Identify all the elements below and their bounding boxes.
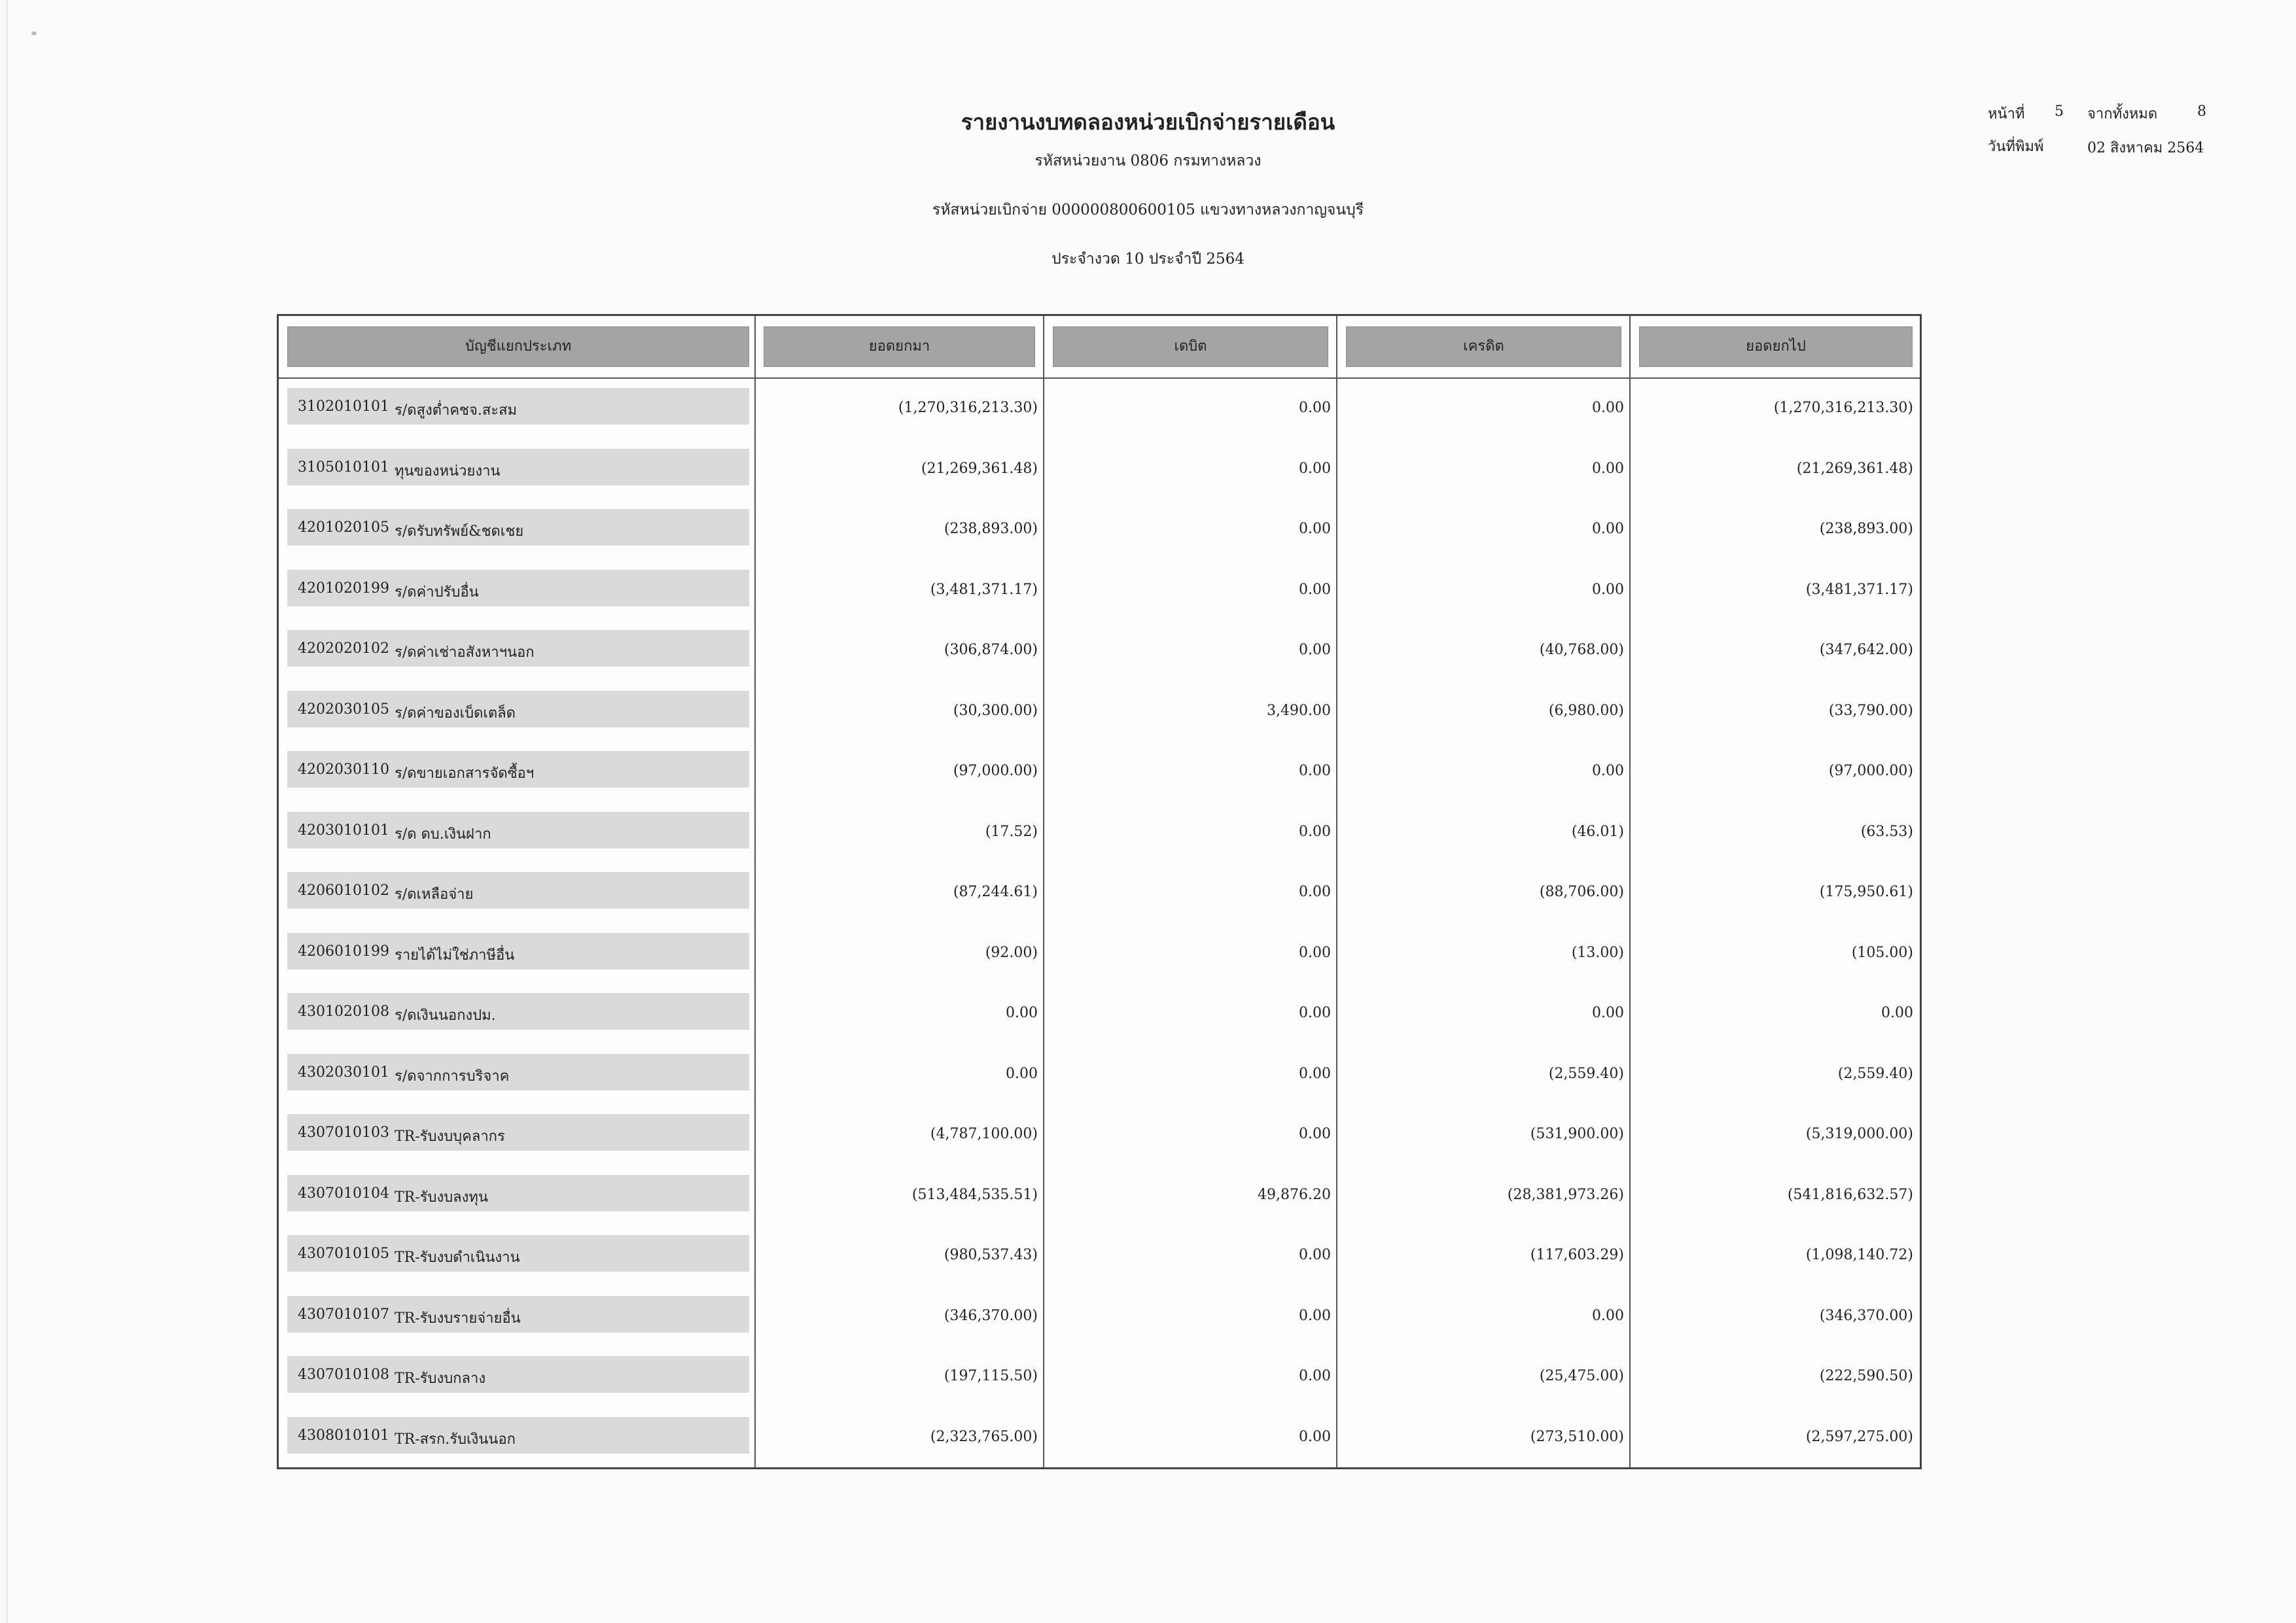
credit-cell: 0.00 bbox=[1592, 581, 1624, 598]
credit-cell: (25,475.00) bbox=[1539, 1368, 1624, 1384]
closing-balance-cell: (5,319,000.00) bbox=[1805, 1126, 1913, 1142]
account-name: ร/ดเงินนอกงปม. bbox=[395, 1007, 496, 1024]
closing-balance-cell: (346,370.00) bbox=[1819, 1307, 1913, 1324]
account-cell bbox=[287, 630, 749, 667]
closing-balance-cell: (1,098,140.72) bbox=[1805, 1247, 1913, 1263]
credit-cell: (117,603.29) bbox=[1530, 1247, 1624, 1263]
table-row bbox=[279, 388, 1924, 425]
page-number: 5 bbox=[2055, 103, 2064, 120]
opening-balance-cell: (306,874.00) bbox=[944, 642, 1038, 658]
credit-cell: 0.00 bbox=[1592, 400, 1624, 416]
debit-cell: 0.00 bbox=[1299, 1307, 1331, 1324]
account-code: 4307010107 bbox=[298, 1306, 389, 1323]
account-code: 4202030110 bbox=[298, 761, 389, 778]
table-row bbox=[279, 1296, 1924, 1333]
account-name: ร/ดรับทรัพย์&ชดเชย bbox=[395, 523, 524, 540]
account-name: TR-รับงบดำเนินงาน bbox=[395, 1249, 520, 1266]
opening-balance-cell: (1,270,316,213.30) bbox=[898, 400, 1038, 416]
account-name: ร/ดค่าของเบ็ดเตล็ด bbox=[395, 705, 516, 722]
account-code: 3105010101 bbox=[298, 459, 389, 476]
table-row bbox=[279, 1054, 1924, 1091]
table-row bbox=[279, 812, 1924, 848]
header-credit: เครดิต bbox=[1346, 326, 1621, 367]
account-code: 4202030105 bbox=[298, 701, 389, 718]
account-name: TR-สรก.รับเงินนอก bbox=[395, 1431, 516, 1448]
account-code: 4206010102 bbox=[298, 882, 389, 899]
account-cell bbox=[287, 872, 749, 909]
account-name: ร/ดค่าเช่าอสังหาฯนอก bbox=[395, 644, 535, 661]
account-cell bbox=[287, 1175, 749, 1212]
closing-balance-cell: (1,270,316,213.30) bbox=[1773, 400, 1913, 416]
account-cell bbox=[287, 388, 749, 425]
scan-speck bbox=[31, 31, 37, 35]
debit-cell: 0.00 bbox=[1299, 944, 1331, 961]
debit-cell: 0.00 bbox=[1299, 1247, 1331, 1263]
credit-cell: (28,381,973.26) bbox=[1507, 1186, 1624, 1203]
closing-balance-cell: 0.00 bbox=[1881, 1005, 1913, 1021]
table-row bbox=[279, 1235, 1924, 1272]
credit-cell: 0.00 bbox=[1592, 1307, 1624, 1324]
print-date: 02 สิงหาคม 2564 bbox=[2087, 140, 2204, 156]
account-cell bbox=[287, 1235, 749, 1272]
account-code: 4307010104 bbox=[298, 1185, 389, 1202]
credit-cell: 0.00 bbox=[1592, 1005, 1624, 1021]
account-cell bbox=[287, 812, 749, 848]
debit-cell: 49,876.20 bbox=[1258, 1186, 1331, 1203]
account-cell bbox=[287, 751, 749, 788]
table-row bbox=[279, 1417, 1924, 1454]
closing-balance-cell: (33,790.00) bbox=[1828, 702, 1913, 719]
account-code: 4201020199 bbox=[298, 580, 389, 597]
debit-cell: 0.00 bbox=[1299, 1368, 1331, 1384]
account-code: 4202020102 bbox=[298, 640, 389, 657]
opening-balance-cell: (97,000.00) bbox=[953, 763, 1038, 779]
closing-balance-cell: (2,597,275.00) bbox=[1805, 1428, 1913, 1445]
account-code: 4307010103 bbox=[298, 1125, 389, 1141]
account-name: ร/ดเหลือจ่าย bbox=[395, 886, 474, 903]
table-row bbox=[279, 509, 1924, 546]
header-divider bbox=[279, 377, 1920, 379]
table-row bbox=[279, 691, 1924, 727]
opening-balance-cell: (238,893.00) bbox=[944, 521, 1038, 537]
opening-balance-cell: (3,481,371.17) bbox=[930, 581, 1038, 598]
opening-balance-cell: (17.52) bbox=[985, 823, 1038, 840]
opening-balance-cell: (980,537.43) bbox=[944, 1247, 1038, 1263]
debit-cell: 0.00 bbox=[1299, 1126, 1331, 1142]
report-title: รายงานงบทดลองหน่วยเบิกจ่ายรายเดือน bbox=[961, 109, 1335, 135]
account-cell bbox=[287, 509, 749, 546]
account-name: TR-รับงบรายจ่ายอื่น bbox=[395, 1310, 521, 1327]
credit-cell: (13.00) bbox=[1571, 944, 1624, 961]
credit-cell: 0.00 bbox=[1592, 521, 1624, 537]
debit-cell: 0.00 bbox=[1299, 642, 1331, 658]
debit-cell: 0.00 bbox=[1299, 1065, 1331, 1082]
account-name: รายได้ไม่ใช่ภาษีอื่น bbox=[395, 947, 515, 964]
opening-balance-cell: (30,300.00) bbox=[953, 702, 1038, 719]
table-row bbox=[279, 630, 1924, 667]
closing-balance-cell: (238,893.00) bbox=[1819, 521, 1913, 537]
total-pages: 8 bbox=[2197, 103, 2206, 120]
period-line: ประจำงวด 10 ประจำปี 2564 bbox=[1051, 251, 1245, 268]
account-cell bbox=[287, 1114, 749, 1151]
account-name: ทุนของหน่วยงาน bbox=[395, 462, 501, 480]
closing-balance-cell: (222,590.50) bbox=[1819, 1368, 1913, 1384]
trial-balance-table bbox=[277, 314, 1922, 1469]
table-row bbox=[279, 933, 1924, 969]
debit-cell: 0.00 bbox=[1299, 884, 1331, 900]
account-cell bbox=[287, 933, 749, 969]
account-name: ร/ดสูงต่ำคชจ.สะสม bbox=[395, 402, 518, 419]
page-label: หน้าที่ bbox=[1988, 106, 2025, 122]
header-debit: เดบิต bbox=[1053, 326, 1328, 367]
account-name: ร/ดค่าปรับอื่น bbox=[395, 584, 479, 601]
account-name: TR-รับงบบุคลากร bbox=[395, 1128, 505, 1145]
opening-balance-cell: (4,787,100.00) bbox=[930, 1126, 1038, 1142]
opening-balance-cell: (21,269,361.48) bbox=[921, 460, 1038, 477]
closing-balance-cell: (541,816,632.57) bbox=[1787, 1186, 1913, 1203]
debit-cell: 0.00 bbox=[1299, 581, 1331, 598]
account-name: ร/ดขายเอกสารจัดซื้อฯ bbox=[395, 765, 535, 782]
credit-cell: (531,900.00) bbox=[1530, 1126, 1624, 1142]
debit-cell: 0.00 bbox=[1299, 521, 1331, 537]
account-code: 4203010101 bbox=[298, 822, 389, 839]
credit-cell: (273,510.00) bbox=[1530, 1428, 1624, 1445]
credit-cell: (46.01) bbox=[1571, 823, 1624, 840]
account-cell bbox=[287, 1054, 749, 1091]
table-row bbox=[279, 872, 1924, 909]
credit-cell: 0.00 bbox=[1592, 460, 1624, 477]
closing-balance-cell: (21,269,361.48) bbox=[1796, 460, 1913, 477]
account-code: 3102010101 bbox=[298, 398, 389, 415]
opening-balance-cell: 0.00 bbox=[1006, 1005, 1038, 1021]
opening-balance-cell: (346,370.00) bbox=[944, 1307, 1038, 1324]
table-row bbox=[279, 993, 1924, 1030]
closing-balance-cell: (97,000.00) bbox=[1828, 763, 1913, 779]
debit-cell: 3,490.00 bbox=[1267, 702, 1331, 719]
account-cell bbox=[287, 1296, 749, 1333]
opening-balance-cell: (197,115.50) bbox=[944, 1368, 1038, 1384]
print-date-label: วันที่พิมพ์ bbox=[1988, 139, 2044, 155]
opening-balance-cell: (2,323,765.00) bbox=[930, 1428, 1038, 1445]
account-name: ร/ดจากการบริจาค bbox=[395, 1068, 510, 1085]
closing-balance-cell: (347,642.00) bbox=[1819, 642, 1913, 658]
table-row bbox=[279, 1114, 1924, 1151]
table-row bbox=[279, 570, 1924, 606]
account-cell bbox=[287, 449, 749, 485]
table-row bbox=[279, 1356, 1924, 1393]
debit-cell: 0.00 bbox=[1299, 823, 1331, 840]
account-name: ร/ด ดบ.เงินฝาก bbox=[395, 826, 491, 843]
credit-cell: (2,559.40) bbox=[1548, 1065, 1624, 1082]
closing-balance-cell: (3,481,371.17) bbox=[1805, 581, 1913, 598]
account-code: 4308010101 bbox=[298, 1427, 389, 1444]
opening-balance-cell: 0.00 bbox=[1006, 1065, 1038, 1082]
debit-cell: 0.00 bbox=[1299, 1428, 1331, 1445]
account-code: 4301020108 bbox=[298, 1003, 389, 1020]
table-row bbox=[279, 449, 1924, 485]
credit-cell: (88,706.00) bbox=[1539, 884, 1624, 900]
account-name: TR-รับงบลงทุน bbox=[395, 1189, 488, 1206]
credit-cell: 0.00 bbox=[1592, 763, 1624, 779]
closing-balance-cell: (175,950.61) bbox=[1819, 884, 1913, 900]
closing-balance-cell: (105.00) bbox=[1851, 944, 1913, 961]
account-cell bbox=[287, 1417, 749, 1454]
opening-balance-cell: (87,244.61) bbox=[953, 884, 1038, 900]
account-cell bbox=[287, 570, 749, 606]
account-cell bbox=[287, 691, 749, 727]
credit-cell: (40,768.00) bbox=[1539, 642, 1624, 658]
debit-cell: 0.00 bbox=[1299, 1005, 1331, 1021]
credit-cell: (6,980.00) bbox=[1548, 702, 1624, 719]
account-code: 4302030101 bbox=[298, 1064, 389, 1081]
header-opening-balance: ยอดยกมา bbox=[764, 326, 1035, 367]
opening-balance-cell: (92.00) bbox=[985, 944, 1038, 961]
table-row bbox=[279, 751, 1924, 788]
header-account: บัญชีแยกประเภท bbox=[287, 326, 749, 367]
account-code: 4206010199 bbox=[298, 943, 389, 960]
closing-balance-cell: (2,559.40) bbox=[1837, 1065, 1913, 1082]
opening-balance-cell: (513,484,535.51) bbox=[911, 1186, 1038, 1203]
account-code: 4307010105 bbox=[298, 1246, 389, 1262]
account-code: 4201020105 bbox=[298, 519, 389, 536]
debit-cell: 0.00 bbox=[1299, 460, 1331, 477]
agency-line: รหัสหน่วยงาน 0806 กรมทางหลวง bbox=[1034, 152, 1262, 169]
table-row bbox=[279, 1175, 1924, 1212]
debit-cell: 0.00 bbox=[1299, 763, 1331, 779]
account-cell bbox=[287, 1356, 749, 1393]
closing-balance-cell: (63.53) bbox=[1860, 823, 1913, 840]
account-code: 4307010108 bbox=[298, 1367, 389, 1383]
disbursing-unit-line: รหัสหน่วยเบิกจ่าย 000000800600105 แขวงทางหลวงกาญจนบุรี bbox=[932, 201, 1364, 218]
header-closing-balance: ยอดยกไป bbox=[1639, 326, 1913, 367]
account-cell bbox=[287, 993, 749, 1030]
debit-cell: 0.00 bbox=[1299, 400, 1331, 416]
account-name: TR-รับงบกลาง bbox=[395, 1370, 486, 1387]
total-pages-label: จากทั้งหมด bbox=[2087, 106, 2158, 122]
